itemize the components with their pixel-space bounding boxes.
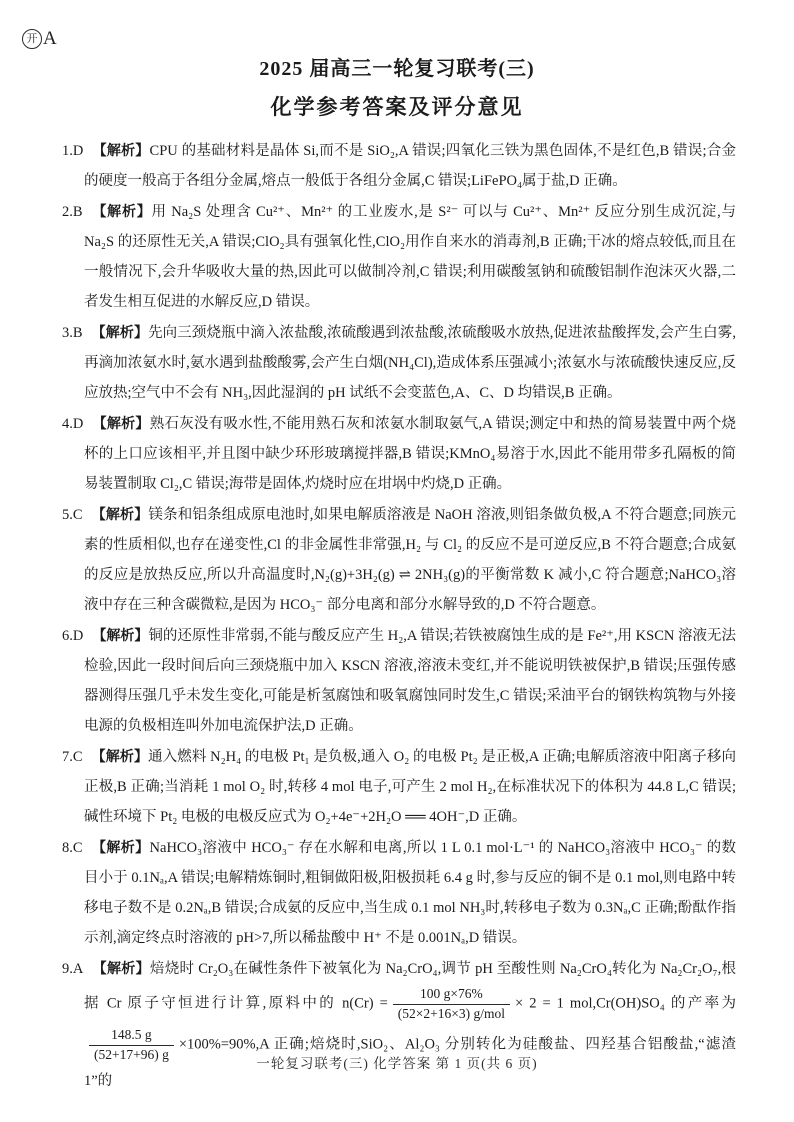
answers-content — [62, 135, 736, 1096]
fraction-numerator: 100 g×76% — [393, 986, 510, 1005]
answer-body: CPU 的基础材料是晶体 Si,而不是 SiO₂,A 错误;四氧化三铁为黑色固体,不是红色,B 错误;合金的硬度一般高于各组分金属,熔点一般低于各组分金属,C 错误;LiFePO₄属于盐,D 正确。 — [84, 143, 737, 189]
answer-number: 4.D — [62, 416, 84, 432]
analysis-tag: 【解析】 — [91, 748, 149, 764]
answer-item-2 — [62, 196, 736, 317]
page-footer: 一轮复习联考(三) 化学答案 第 1 页(共 6 页) — [256, 1056, 538, 1071]
analysis-tag: 【解析】 — [91, 324, 149, 340]
exam-title: 2025 届高三一轮复习联考(三) — [259, 58, 535, 80]
analysis-tag: 【解析】 — [92, 415, 150, 431]
analysis-tag: 【解析】 — [91, 203, 152, 219]
answer-body: 先向三颈烧瓶中滴入浓盐酸,浓硫酸遇到浓盐酸,浓硫酸吸水放热,促进浓盐酸挥发,会产生白雾,再滴加浓氨水时,氨水遇到盐酸酸雾,会产生白烟(NH₄Cl),造成体系压强减小;浓氨水与浓硫酸快速反应,反应放热;空气中不会有 NH₃,因此湿润的 pH 试纸不会变蓝色,A、C、D 均错误,B 正确。 — [84, 325, 737, 401]
fraction-denominator: (52+17+96) g — [94, 1046, 169, 1062]
analysis-tag: 【解析】 — [92, 960, 150, 976]
answer-item-9 — [62, 953, 736, 1096]
fraction-numerator: 148.5 g — [89, 1027, 174, 1046]
answer-number: 2.B — [62, 204, 83, 220]
answer-number: 8.C — [62, 840, 83, 856]
answer-item-6 — [62, 620, 736, 741]
fraction — [393, 986, 510, 1023]
analysis-tag: 【解析】 — [91, 506, 149, 522]
answer-number: 3.B — [62, 325, 83, 341]
answer-number: 7.C — [62, 749, 83, 765]
analysis-tag: 【解析】 — [92, 142, 150, 158]
answer-item-8 — [62, 832, 736, 953]
answer-body: 焙烧时 Cr₂O₃在碱性条件下被氧化为 Na₂CrO₄,调节 pH 至酸性则 Na₂CrO₄转化为 Na₂Cr₂O₇,根据 Cr 原子守恒进行计算,原料中的 n(Cr) = — [84, 961, 736, 1012]
answer-item-5 — [62, 499, 736, 620]
fraction-denominator: (52×2+16×3) g/mol — [397, 1005, 505, 1021]
answer-number: 1.D — [62, 143, 84, 159]
answer-body: 熟石灰没有吸水性,不能用熟石灰和浓氨水制取氨气,A 错误;测定中和热的简易装置中两个烧杯的上口应该相平,并且图中缺少环形玻璃搅拌器,B 错误;KMnO₄易溶于水,因此不能用带多孔隔板的简易装置制取 Cl₂,C 错误;海带是固体,灼烧时应在坩埚中灼烧,D 正确。 — [84, 416, 736, 492]
answer-body: × 2 = 1 mol,Cr(OH)SO₄ 的产率为 — [515, 995, 736, 1012]
answer-number: 9.A — [62, 961, 84, 977]
answer-item-1 — [62, 135, 736, 196]
version-letter: A — [43, 28, 57, 49]
analysis-tag: 【解析】 — [91, 839, 150, 855]
answer-body: 用 Na₂S 处理含 Cu²⁺、Mn²⁺ 的工业废水,是 S²⁻ 可以与 Cu²⁺、Mn²⁺ 反应分别生成沉淀,与 Na₂S 的还原性无关,A 错误;ClO₂具有强氧化性,ClO₂用作自来水的消毒剂,B 正确;干冰的熔点较低,而且在一般情况下,会升华吸收大量的热,因此可以做制冷剂,C 错误;利用碳酸氢钠和硫酸铝制作泡沫灭火器,二者发生相互促进的水解反应,D 错误。 — [84, 204, 736, 310]
answer-number: 5.C — [62, 507, 83, 523]
answer-body: 镁条和铝条组成原电池时,如果电解质溶液是 NaOH 溶液,则铝条做负极,A 不符合题意;同族元素的性质相似,也存在递变性,Cl 的非金属性非常强,H₂ 与 Cl₂ 的反应不是可逆反应,B 不符合题意;合成氨的反应是放热反应,所以升高温度时,N₂(g)+3H₂(g) ⇌ 2NH₃(g)的平衡常数 K 减小,C 符合题意;NaHCO₃溶液中存在三种含碳微粒,是因为 HCO₃⁻ 部分电离和部分水解导致的,D 不符合题意。 — [84, 507, 737, 613]
answer-number: 6.D — [62, 628, 84, 644]
answer-item-7 — [62, 741, 736, 832]
answer-body: ×100%=90%,A 正确;焙烧时,SiO₂、Al₂O₃ 分别转化为硅酸盐、四羟基合铝酸盐,“滤渣 1”的 — [84, 1036, 736, 1089]
version-badge — [22, 28, 57, 50]
answer-body: 铜的还原性非常弱,不能与酸反应产生 H₂,A 错误;若铁被腐蚀生成的是 Fe²⁺,用 KSCN 溶液无法检验,因此一段时间后向三颈烧瓶中加入 KSCN 溶液,溶液未变红,并不能说明铁被保护,B 错误;压强传感器测得压强几乎未发生变化,可能是析氢腐蚀和吸氧腐蚀同时发生,C 错误;采油平台的钢铁构筑物与外接电源的负极相连叫外加电流保护法,D 正确。 — [84, 628, 737, 734]
circled-logo-icon: 开 — [22, 29, 42, 49]
answer-body: 通入燃料 N₂H₄ 的电极 Pt₁ 是负极,通入 O₂ 的电极 Pt₂ 是正极,A 正确;电解质溶液中阳离子移向正极,B 正确;当消耗 1 mol O₂ 时,转移 4 mol 电子,可产生 2 mol H₂,在标准状况下的体积为 44.8 L,C 错误;碱性环境下 Pt₂ 电极的电极反应式为 O₂+4e⁻+2H₂O ══ 4OH⁻,D 正确。 — [84, 749, 737, 825]
answers-subtitle: 化学参考答案及评分意见 — [270, 96, 524, 119]
answer-item-4 — [62, 408, 736, 499]
answer-body: NaHCO₃溶液中 HCO₃⁻ 存在水解和电离,所以 1 L 0.1 mol·L⁻¹ 的 NaHCO₃溶液中 HCO₃⁻ 的数目小于 0.1Nₐ,A 错误;电解精炼铜时,粗铜做阳极,阳极损耗 6.4 g 时,参与反应的铜不是 0.1 mol,则电路中转移电子数不是 0.2Nₐ,B 错误;合成氨的反应中,当生成 0.1 mol NH₃时,转移电子数为 0.3Nₐ,C 正确;酚酞作指示剂,滴定终点时溶液的 pH>7,所以稀盐酸中 H⁺ 不是 0.001Nₐ,D 错误。 — [84, 840, 736, 946]
answer-item-3 — [62, 317, 736, 408]
analysis-tag: 【解析】 — [92, 627, 149, 643]
